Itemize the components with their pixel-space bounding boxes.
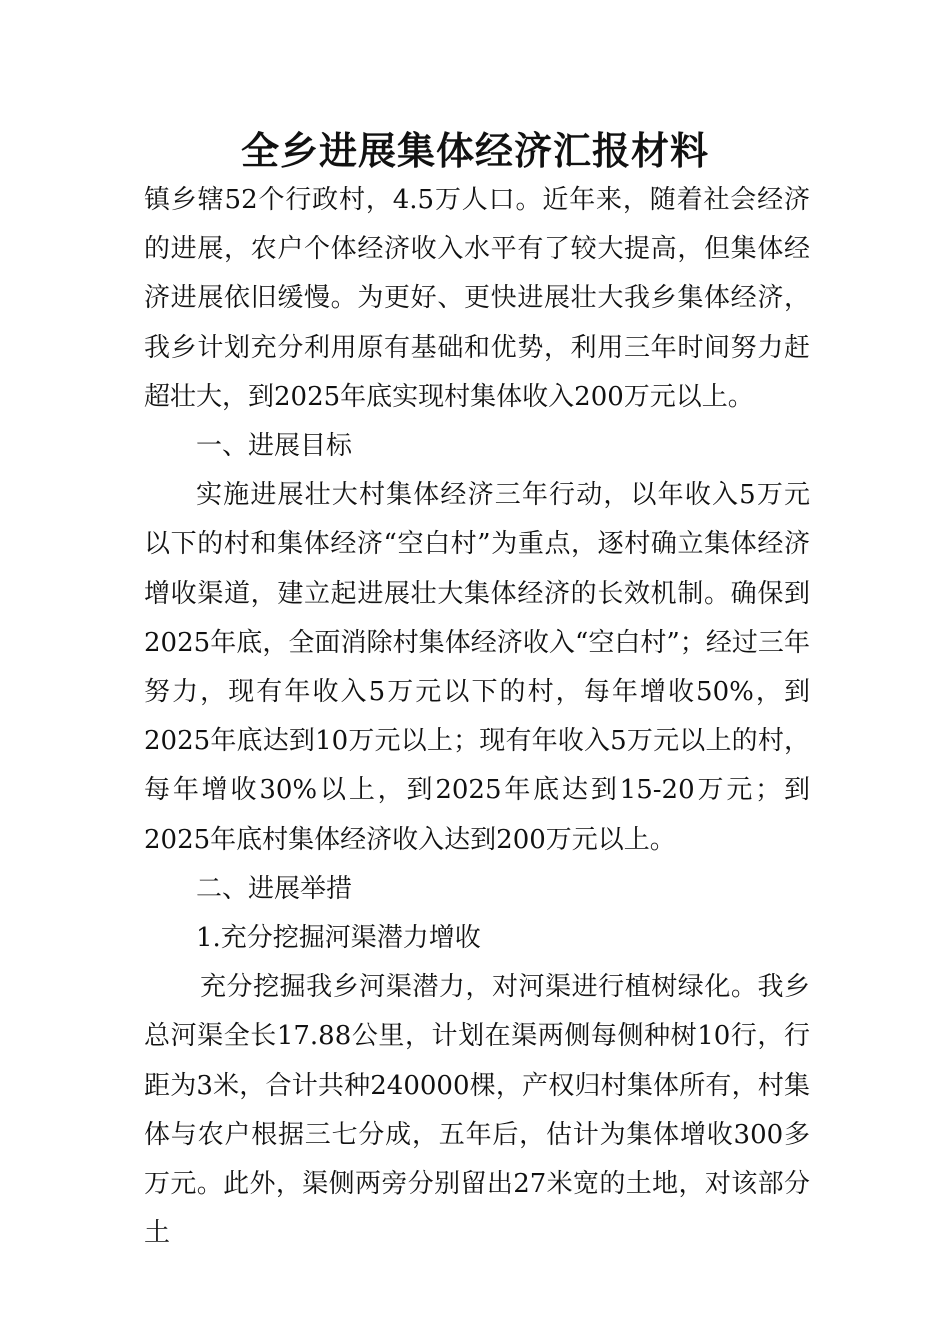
document-title: 全乡进展集体经济汇报材料 (240, 129, 709, 173)
section-heading-measures: 二、进展举措 (196, 873, 353, 904)
section-heading-goals: 一、进展目标 (196, 431, 353, 462)
canal-paragraph: 充分挖掘我乡河渠潜力，对河渠进行植树绿化。我乡总河渠全长17.88公里，计划在渠两侧每侧种树10行，行距为3米，合计共种240000棵，产权归村集体所有，村集体与农户根据三七分成，五年后，估计为集体增收300多万元。此外，渠侧两旁分别留出27米宽的土地，对该部分土 (144, 972, 810, 1249)
document-body (144, 176, 810, 1258)
intro-paragraph: 镇乡辖52个行政村，4.5万人口。近年来，随着社会经济的进展，农户个体经济收入水平有了较大提高，但集体经济进展依旧缓慢。为更好、更快进展壮大我乡集体经济，我乡计划充分利用原有基础和优势，利用三年时间努力赶超壮大，到2025年底实现村集体收入200万元以上。 (144, 185, 810, 412)
subsection-heading-canal: 1.充分挖掘河渠潜力增收 (196, 923, 481, 954)
goals-paragraph: 实施进展壮大村集体经济三年行动，以年收入5万元以下的村和集体经济“空白村”为重点，逐村确立集体经济增收渠道，建立起进展壮大集体经济的长效机制。确保到2025年底，全面消除村集体经济收入“空白村”；经过三年努力，现有年收入5万元以下的村，每年增收50%，到2025年底达到10万元以上；现有年收入5万元以上的村，每年增收30%以上，到2025年底达到15-20万元；到2025年底村集体经济收入达到200万元以上。 (144, 480, 810, 855)
